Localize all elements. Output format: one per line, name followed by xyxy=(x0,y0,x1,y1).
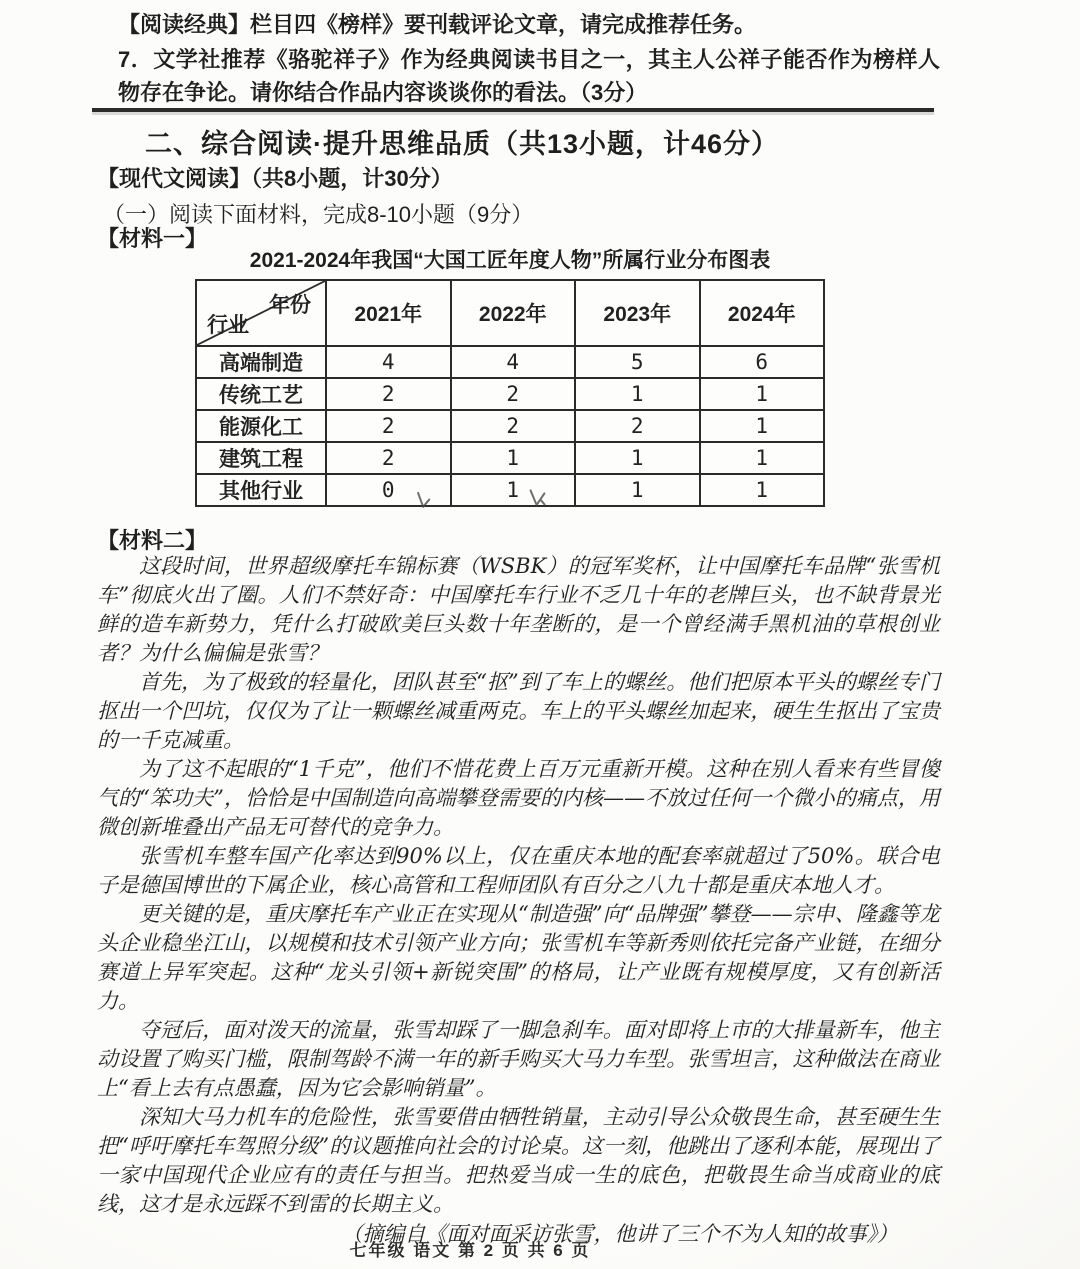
passage-paragraph: 夺冠后，面对泼天的流量，张雪却踩了一脚急刹车。面对即将上市的大排量新车，他主动设置了购买门槛，限制驾龄不满一年的新手购买大马力车型。张雪坦言，这种做法在商业上“看上去有点愚蠢，因为它会影响销量”。 xyxy=(97,1018,940,1100)
question-7: 7．文学社推荐《骆驼祥子》作为经典阅读书目之一，其主人公祥子能否作为榜样人物存在争论。请你结合作品内容谈谈你的看法。（3分） xyxy=(118,47,940,105)
material-two-passage xyxy=(97,552,940,1249)
table-cell: 2 xyxy=(575,410,700,442)
table-cell: 1 xyxy=(575,442,700,474)
reading-classic-task-line: 【阅读经典】栏目四《榜样》要刊载评论文章，请完成推荐任务。 xyxy=(118,12,757,37)
row-label: 其他行业 xyxy=(196,474,326,506)
table-cell: 2 xyxy=(451,410,576,442)
material-two-label: 【材料二】 xyxy=(97,528,208,553)
table-cell: 1 xyxy=(451,442,576,474)
industry-distribution-table xyxy=(195,279,825,507)
table-cell: 1 xyxy=(700,378,825,410)
row-label: 传统工艺 xyxy=(196,378,326,410)
section-two-title: 二、综合阅读·提升思维品质（共13小题，计46分） xyxy=(145,129,780,159)
table-cell: 1 xyxy=(575,474,700,506)
passage-paragraph: 首先，为了极致的轻量化，团队甚至“抠”到了车上的螺丝。他们把原本平头的螺丝专门抠出一个凹坑，仅仅为了让一颗螺丝减重两克。车上的平头螺丝加起来，硬生生抠出了宝贵的一千克减重。 xyxy=(97,670,940,752)
intro-block xyxy=(118,8,940,109)
material-one-label: 【材料一】 xyxy=(97,226,208,251)
table-cell: 1 xyxy=(451,474,576,506)
table-cell: 1 xyxy=(700,442,825,474)
section-divider-rule xyxy=(92,108,934,112)
table-cell: 2 xyxy=(326,410,451,442)
table-header-row xyxy=(196,280,824,346)
page-footer: 七年级 语文 第 2 页 共 6 页 xyxy=(349,1241,591,1260)
table-cell: 4 xyxy=(451,346,576,378)
column-header: 2024年 xyxy=(700,280,825,346)
passage-paragraph: 为了这不起眼的“1千克”，他们不惜花费上百万元重新开模。这种在别人看来有些冒傻气的“笨功夫”，恰恰是中国制造向高端攀登需要的内核——不放过任何一个微小的痛点，用微创新堆叠出产品无可替代的竞争力。 xyxy=(97,757,940,839)
handwritten-tick-icon xyxy=(412,489,439,512)
handwritten-tick-icon xyxy=(524,487,551,511)
table-row xyxy=(196,410,824,442)
table-cell: 2 xyxy=(451,378,576,410)
passage-paragraph: 更关键的是，重庆摩托车产业正在实现从“制造强”向“品牌强”攀登——宗申、隆鑫等龙头企业稳坐江山，以规模和技术引领产业方向；张雪机车等新秀则依托完备产业链，在细分赛道上异军突起。这种“龙头引领+新锐突围”的格局，让产业既有规模厚度，又有创新活力。 xyxy=(97,902,940,1013)
table-title: 2021-2024年我国“大国工匠年度人物”所属行业分布图表 xyxy=(249,249,771,272)
table-cell: 1 xyxy=(575,378,700,410)
column-header: 2023年 xyxy=(575,280,700,346)
table-row xyxy=(196,474,824,506)
modern-text-reading-heading: 【现代文阅读】（共8小题，计30分） xyxy=(97,166,453,191)
corner-industry-label: 行业 xyxy=(207,314,249,337)
passage-citation: （摘编自《面对面采访张雪，他讲了三个不为人知的故事》） xyxy=(341,1222,898,1246)
column-header: 2021年 xyxy=(326,280,451,346)
table-cell: 5 xyxy=(575,346,700,378)
table-row xyxy=(196,378,824,410)
table-cell: 2 xyxy=(326,378,451,410)
material-one-table-block xyxy=(195,244,825,507)
table-cell: 1 xyxy=(700,410,825,442)
row-label: 能源化工 xyxy=(196,410,326,442)
column-header: 2022年 xyxy=(451,280,576,346)
table-cell: 4 xyxy=(326,346,451,378)
row-label: 高端制造 xyxy=(196,346,326,378)
part-one-instruction: （一）阅读下面材料，完成8-10小题（9分） xyxy=(103,202,534,227)
table-cell: 1 xyxy=(700,474,825,506)
table-row xyxy=(196,346,824,378)
table-cell: 2 xyxy=(326,442,451,474)
row-label: 建筑工程 xyxy=(196,442,326,474)
table-corner-cell xyxy=(196,280,326,346)
passage-paragraph: 张雪机车整车国产化率达到90%以上，仅在重庆本地的配套率就超过了50%。联合电子是德国博世的下属企业，核心高管和工程师团队有百分之八九十都是重庆本地人才。 xyxy=(97,844,940,897)
table-cell: 0 xyxy=(326,474,451,506)
table-row xyxy=(196,442,824,474)
passage-paragraph: 这段时间，世界超级摩托车锦标赛（WSBK）的冠军奖杯，让中国摩托车品牌“张雪机车”彻底火出了圈。人们不禁好奇：中国摩托车行业不乏几十年的老牌巨头，也不缺背景光鲜的造车新势力，凭什么打破欧美巨头数十年垄断的，是一个曾经满手黑机油的草根创业者？为什么偏偏是张雪？ xyxy=(97,554,940,665)
corner-year-label: 年份 xyxy=(269,294,311,317)
table-cell: 6 xyxy=(700,346,825,378)
passage-paragraph: 深知大马力机车的危险性，张雪要借由牺牲销量，主动引导公众敬畏生命，甚至硬生生把“呼吁摩托车驾照分级”的议题推向社会的讨论桌。这一刻，他跳出了逐利本能，展现出了一家中国现代企业应有的责任与担当。把热爱当成一生的底色，把敬畏生命当成商业的底线，这才是永远踩不到雷的长期主义。 xyxy=(97,1105,940,1216)
